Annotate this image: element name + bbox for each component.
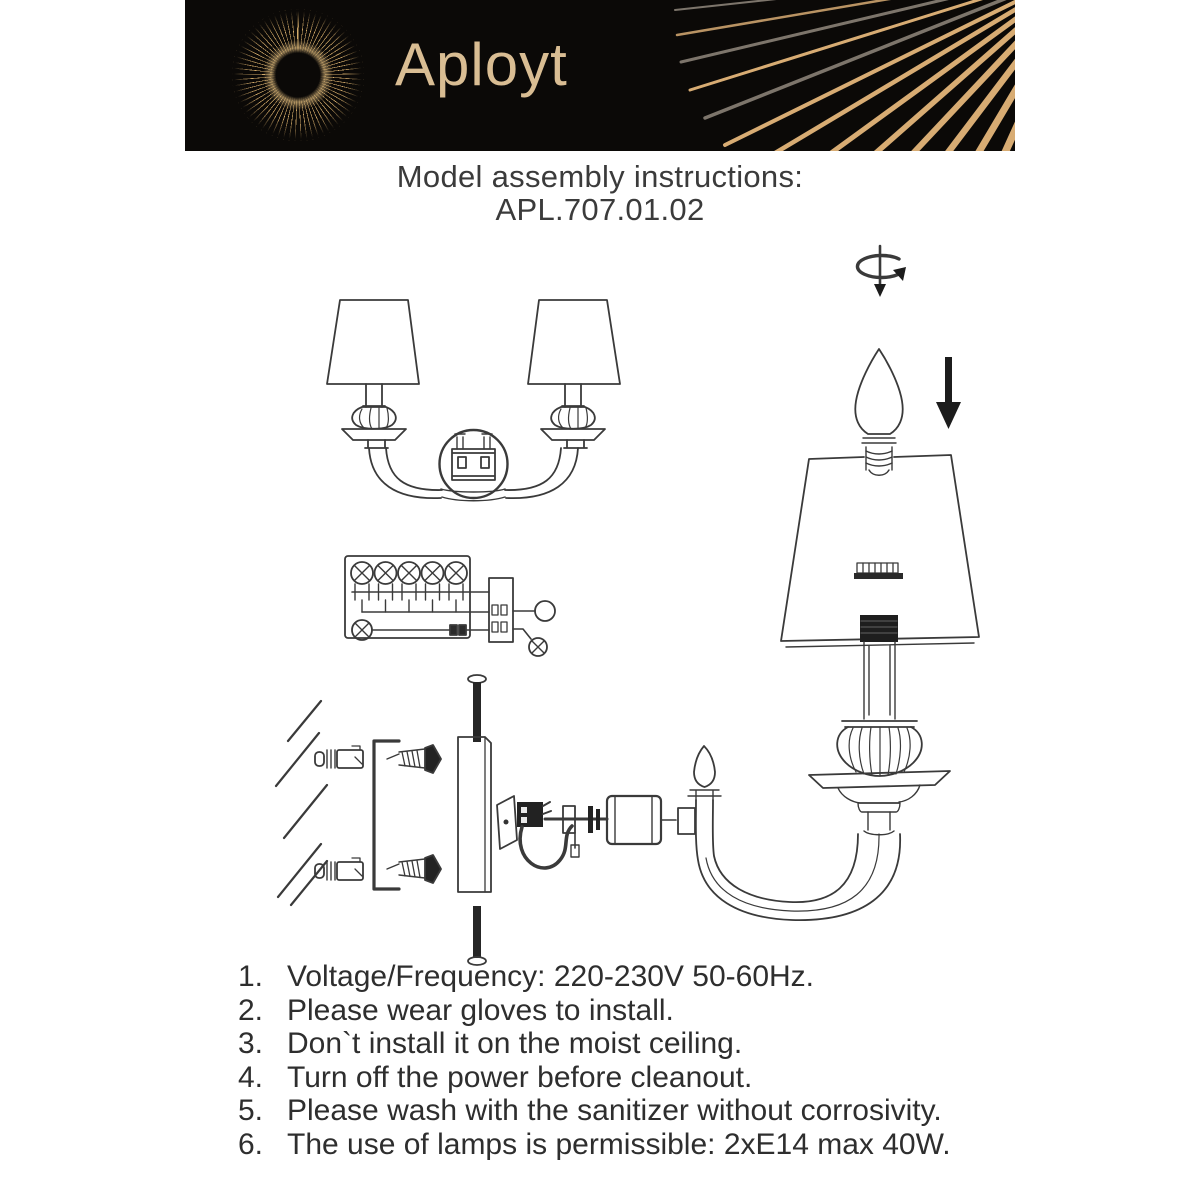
wiring-diagram [345, 556, 555, 656]
page-title: Model assembly instructions: [396, 159, 804, 194]
item-number: 1. [238, 960, 264, 993]
item-number: 4. [238, 1060, 264, 1094]
instruction-item [238, 994, 951, 1028]
mounting-exploded-view [276, 675, 676, 965]
bulb-install-diagram [855, 246, 961, 475]
screw [387, 745, 441, 773]
single-lamp-side-view [678, 455, 979, 920]
instruction-list [238, 960, 951, 1162]
item-text: Don`t install it on the moist ceiling. [287, 1027, 743, 1061]
item-number: 6. [238, 1127, 264, 1161]
backplate [458, 737, 491, 892]
item-text: Voltage/Frequency: 220-230V 50-60Hz. [287, 960, 815, 993]
down-arrow-icon [936, 357, 961, 429]
instruction-item [238, 1027, 951, 1061]
double-sconce-front-view [327, 300, 620, 501]
item-text: The use of lamps is permissible: 2xE14 max 40W. [287, 1127, 951, 1161]
screw [387, 855, 441, 883]
instruction-item [238, 1094, 951, 1128]
instruction-item [238, 960, 951, 994]
item-text: Turn off the power before cleanout. [287, 1060, 753, 1094]
mounting-bracket [374, 741, 399, 889]
instruction-item [238, 1061, 951, 1095]
brand-name: Aployt [395, 31, 568, 98]
rotation-arrow-icon [857, 246, 906, 297]
wall-anchor [315, 858, 363, 880]
instruction-item [238, 1128, 951, 1162]
wall-anchor [315, 746, 363, 768]
item-text: Please wash with the sanitizer without corrosivity. [287, 1094, 942, 1128]
model-code: APL.707.01.02 [495, 192, 705, 227]
item-number: 5. [238, 1094, 264, 1128]
item-text: Please wear gloves to install. [287, 993, 674, 1027]
item-number: 3. [238, 1027, 264, 1061]
item-number: 2. [238, 993, 264, 1027]
